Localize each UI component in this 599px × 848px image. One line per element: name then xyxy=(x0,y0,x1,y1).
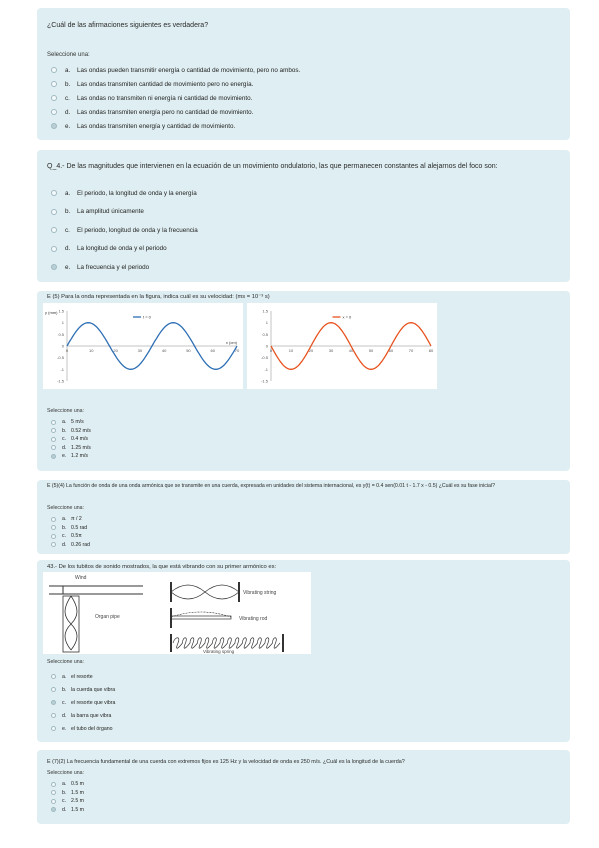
answer-option-c[interactable] xyxy=(51,435,91,444)
answer-option-a[interactable] xyxy=(51,515,90,524)
answer-option-b[interactable] xyxy=(51,789,84,798)
option-letter: d. xyxy=(62,712,67,719)
x-tick-label: 50 xyxy=(368,348,374,353)
radio-button[interactable] xyxy=(51,687,56,692)
x-tick-label: 50 xyxy=(186,348,191,353)
option-letter: a. xyxy=(65,66,71,74)
y-axis-label: y (mm) xyxy=(45,310,58,315)
select-one-label: Seleccione una: xyxy=(47,52,90,58)
y-tick-label: -0.5 xyxy=(57,355,64,361)
legend-label: t = 0 xyxy=(143,314,151,320)
question-text: 43.- De los tubitos de sonido mostrados, la que está vibrando con su primer armónico es: xyxy=(47,564,277,570)
x-tick-label: 60 xyxy=(388,348,394,353)
diagram-label-string: Vibrating string xyxy=(243,590,277,596)
radio-button[interactable] xyxy=(51,437,56,442)
radio-button[interactable] xyxy=(51,445,56,450)
radio-button[interactable] xyxy=(51,428,56,433)
option-letter: b. xyxy=(62,789,67,796)
answer-option-d[interactable] xyxy=(51,240,198,259)
answer-option-a[interactable] xyxy=(51,63,300,77)
question-card-5 xyxy=(37,560,570,742)
option-text: 2.5 m xyxy=(71,798,84,805)
option-letter: a. xyxy=(62,673,67,680)
x-tick-label: 10 xyxy=(89,348,94,353)
select-one-label: Seleccione una: xyxy=(47,408,84,414)
question-card-2 xyxy=(37,150,570,282)
x-tick-label: 30 xyxy=(137,348,143,353)
option-letter: c. xyxy=(62,436,67,443)
x-tick-label: 40 xyxy=(161,348,167,353)
option-text: 1.5 m xyxy=(71,806,84,813)
diagram-label-pipe: Organ pipe xyxy=(95,614,120,620)
radio-button[interactable] xyxy=(51,209,57,215)
option-text: 1.25 m/s xyxy=(71,444,91,451)
answer-option-c[interactable] xyxy=(51,221,198,240)
option-letter: d. xyxy=(62,444,67,451)
answer-option-b[interactable] xyxy=(51,77,300,91)
radio-button[interactable] xyxy=(51,726,56,731)
y-tick-label: 0.5 xyxy=(262,331,268,337)
answer-option-c[interactable] xyxy=(51,91,300,105)
option-text: 0.5π xyxy=(71,533,82,540)
question-card-3 xyxy=(37,291,570,471)
radio-button[interactable] xyxy=(51,81,57,87)
select-one-label: Seleccione una: xyxy=(47,770,84,776)
radio-button[interactable] xyxy=(51,95,57,101)
option-text: 1.5 m xyxy=(71,789,84,796)
radio-button[interactable] xyxy=(51,190,57,196)
radio-button[interactable] xyxy=(51,517,56,522)
option-letter: e. xyxy=(62,453,67,460)
y-tick-label: -1 xyxy=(264,366,268,372)
option-letter: c. xyxy=(62,533,67,540)
answer-option-e[interactable] xyxy=(51,258,198,277)
option-letter: b. xyxy=(62,686,67,693)
y-tick-label: -1.5 xyxy=(57,378,64,384)
select-one-label: Seleccione una: xyxy=(47,659,84,665)
option-letter: b. xyxy=(65,208,71,216)
answer-option-d[interactable] xyxy=(51,806,84,815)
y-tick-label: -1 xyxy=(60,366,64,372)
wave-chart-time xyxy=(247,303,437,389)
option-letter: a. xyxy=(62,516,67,523)
wave-chart-position xyxy=(43,303,243,389)
radio-button[interactable] xyxy=(51,782,56,787)
radio-button[interactable] xyxy=(51,674,56,679)
x-tick-label: 10 xyxy=(288,348,294,353)
option-letter: d. xyxy=(65,108,71,116)
diagram-label-rod: Vibrating rod xyxy=(239,616,268,622)
answer-option-c[interactable] xyxy=(51,696,115,709)
radio-button[interactable] xyxy=(51,790,56,795)
option-letter: b. xyxy=(62,524,67,531)
option-letter: d. xyxy=(65,245,71,253)
option-text: 0.26 rad xyxy=(71,541,91,548)
option-letter: c. xyxy=(65,94,70,102)
radio-button[interactable] xyxy=(51,420,56,425)
answer-option-d[interactable] xyxy=(51,541,90,550)
x-tick-label: 80 xyxy=(428,348,434,353)
radio-button[interactable] xyxy=(51,534,56,539)
option-text: 1.2 m/s xyxy=(71,453,89,460)
y-tick-label: 0.5 xyxy=(58,331,64,337)
question-card-6 xyxy=(37,750,570,824)
question-text: E (5) Para la onda representada en la figura, indica cuál es su velocidad: (ms = 10⁻³ s) xyxy=(47,294,270,300)
answer-option-b[interactable] xyxy=(51,427,91,436)
radio-button[interactable] xyxy=(51,227,57,233)
option-text: 0.5 m xyxy=(71,781,84,788)
y-tick-label: -0.5 xyxy=(261,355,268,361)
option-text: Las ondas transmiten cantidad de movimiento pero no energía. xyxy=(77,80,254,88)
question-text: ¿Cuál de las afirmaciones siguientes es verdadera? xyxy=(47,22,209,29)
option-letter: a. xyxy=(62,419,67,426)
answer-option-d[interactable] xyxy=(51,444,91,453)
answer-option-b[interactable] xyxy=(51,683,115,696)
radio-button[interactable] xyxy=(51,109,57,115)
option-text: Las ondas no transmiten ni energía ni cantidad de movimiento. xyxy=(77,94,253,102)
option-text: 5 m/s xyxy=(71,419,84,426)
option-letter: b. xyxy=(62,427,67,434)
answer-option-d[interactable] xyxy=(51,709,115,722)
answer-option-a[interactable] xyxy=(51,780,84,789)
radio-button[interactable] xyxy=(51,454,56,459)
option-letter: e. xyxy=(62,725,67,732)
option-text: la cuerda que vibra xyxy=(71,686,116,693)
x-tick-label: 70 xyxy=(408,348,414,353)
question-text: E (5)(4) La función de onda de una onda armónica que se transmite en una cuerda, expresada en unidades del sistema internacional, es y(t) = 0.4 sen(0.01 t - 1.7 x - 0.5) ¿Cuál es su fase inicial? xyxy=(47,483,495,489)
question-text: Q_4.- De las magnitudes que intervienen en la ecuación de un movimiento ondulatorio, las que permanecen constantes al alejarnos del foco son: xyxy=(47,163,498,170)
radio-button[interactable] xyxy=(51,713,56,718)
option-text: la barra que vibra xyxy=(71,712,112,719)
option-text: π / 2 xyxy=(71,516,82,523)
option-text: La amplitud únicamente xyxy=(77,208,144,216)
x-tick-label: 20 xyxy=(113,348,118,353)
answer-option-d[interactable] xyxy=(51,105,300,119)
option-text: Las ondas transmiten energía y cantidad de movimiento. xyxy=(77,122,236,130)
diagram-label-wind: Wind xyxy=(75,575,87,581)
option-text: el resorte xyxy=(71,673,93,680)
x-tick-label: 20 xyxy=(308,348,314,353)
x-tick-label: 40 xyxy=(348,348,354,353)
harmonics-diagram xyxy=(43,572,311,654)
select-one-label: Seleccione una: xyxy=(47,505,84,511)
x-tick-label: 30 xyxy=(328,348,334,353)
option-letter: a. xyxy=(65,189,71,197)
option-text: La frecuencia y el periodo xyxy=(77,263,150,271)
radio-button[interactable] xyxy=(51,799,56,804)
answer-option-b[interactable] xyxy=(51,524,90,533)
radio-button[interactable] xyxy=(51,542,56,547)
option-text: La longitud de onda y el periodo xyxy=(77,245,167,253)
option-letter: c. xyxy=(62,699,67,706)
diagram-label-spring: Vibrating spring xyxy=(203,649,235,654)
x-axis-label: x (cm) xyxy=(225,340,237,345)
y-tick-label: 0 xyxy=(61,343,64,349)
y-tick-label: 0 xyxy=(265,343,268,349)
option-text: el tubo del órgano xyxy=(71,725,113,732)
x-tick-label: 70 xyxy=(234,348,240,353)
y-tick-label: 1 xyxy=(61,320,64,326)
radio-button[interactable] xyxy=(51,264,57,270)
option-text: el resorte que vibra xyxy=(71,699,116,706)
answer-option-c[interactable] xyxy=(51,797,84,806)
option-letter: c. xyxy=(65,226,70,234)
answer-option-e[interactable] xyxy=(51,119,300,133)
option-letter: e. xyxy=(65,263,71,271)
radio-button[interactable] xyxy=(51,700,56,705)
x-tick-label: 0 xyxy=(65,348,69,353)
option-text: El periodo, longitud de onda y la frecuencia xyxy=(77,226,198,234)
option-text: 0.52 m/s xyxy=(71,427,91,434)
y-tick-label: 1.5 xyxy=(262,308,268,314)
x-tick-label: 0 xyxy=(269,348,273,353)
option-text: Las ondas pueden transmitir energía o cantidad de movimiento, pero no ambos. xyxy=(77,66,301,74)
option-letter: c. xyxy=(62,798,67,805)
answer-option-a[interactable] xyxy=(51,418,91,427)
radio-button[interactable] xyxy=(51,246,57,252)
question-card-4 xyxy=(37,480,570,554)
legend-label: x = 0 xyxy=(342,314,352,320)
answer-option-c[interactable] xyxy=(51,532,90,541)
answer-option-e[interactable] xyxy=(51,722,115,735)
radio-button[interactable] xyxy=(51,123,57,129)
option-letter: d. xyxy=(62,806,67,813)
radio-button[interactable] xyxy=(51,67,57,73)
option-text: 0.4 m/s xyxy=(71,436,89,443)
question-text: E (7)(2) La frecuencia fundamental de una cuerda con extremos fijos es 125 Hz y la velocidad de onda es 250 m/s. ¿Cuál es la longitud de la cuerda? xyxy=(47,759,405,765)
answer-option-b[interactable] xyxy=(51,203,198,222)
radio-button[interactable] xyxy=(51,807,56,812)
option-letter: a. xyxy=(62,781,67,788)
y-tick-label: 1 xyxy=(265,320,268,326)
question-card-1 xyxy=(37,8,570,140)
answer-option-a[interactable] xyxy=(51,184,198,203)
option-letter: d. xyxy=(62,541,67,548)
answer-option-e[interactable] xyxy=(51,452,91,461)
option-text: Las ondas transmiten energía pero no cantidad de movimiento. xyxy=(77,108,254,116)
radio-button[interactable] xyxy=(51,525,56,530)
answer-option-a[interactable] xyxy=(51,670,115,683)
y-tick-label: 1.5 xyxy=(58,308,64,314)
option-letter: e. xyxy=(65,122,71,130)
option-text: 0.5 rad xyxy=(71,524,88,531)
option-text: El periodo, la longitud de onda y la energía xyxy=(77,189,197,197)
x-tick-label: 60 xyxy=(210,348,215,353)
option-letter: b. xyxy=(65,80,71,88)
y-tick-label: -1.5 xyxy=(261,378,268,384)
